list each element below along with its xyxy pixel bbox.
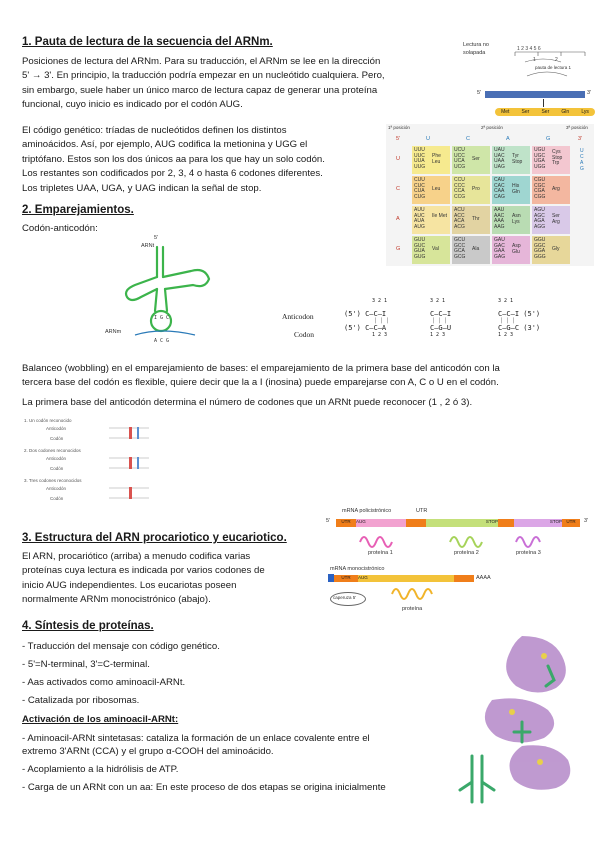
mono-protein-diagram — [388, 582, 448, 606]
utr-label: UTR — [416, 508, 428, 514]
pairing-figure — [282, 298, 592, 356]
section1-paragraph-2 — [22, 124, 382, 196]
gc-cell — [492, 236, 530, 264]
utr-segment: UTR — [336, 519, 356, 527]
gc-cell — [412, 176, 450, 204]
gc-aa: Arg — [552, 186, 560, 192]
protein-2-shape — [450, 537, 482, 547]
polycistronic-3-end: 3' — [584, 518, 589, 524]
amino-acid: Lys — [581, 109, 589, 115]
amino-acid: Gln — [561, 109, 570, 115]
enzyme-shape — [506, 636, 566, 693]
gc-codons: CCU CCC CCA CCG — [454, 177, 466, 200]
amino-acid: Ser — [521, 109, 530, 115]
trna-anticodon: I G C — [154, 315, 170, 321]
gc-codons: UAU UAC UAA UAG — [494, 147, 505, 170]
reading-frame-label-2: solapada — [463, 50, 486, 56]
gc-aa: Asp Glu — [512, 243, 521, 255]
section4-heading: 4. Síntesis de proteínas. — [22, 620, 154, 632]
pairing-top-numbers: 3 2 1 — [498, 298, 514, 304]
mrna-structure-figure — [326, 508, 596, 616]
aug-segment: AUG — [358, 575, 454, 582]
pairing-group: 3 2 1 C—C—I │ │ │ C—G—U 1 2 3 — [430, 298, 452, 338]
wobble-figure — [24, 418, 174, 500]
gc-header-third: 3ª posición — [566, 125, 588, 130]
trna-left-label: ARNt — [141, 243, 155, 249]
text-line: inicio AUG independientes. Los eucariotas poseen — [22, 579, 237, 591]
gc-aa: Ser — [472, 156, 480, 162]
text-line: proteínas cuya lectura es indicada por varios codones de — [22, 565, 265, 577]
anticodon-label: Anticodon — [282, 312, 314, 321]
text-line: Balanceo (wobbling) en el emparejamiento de bases: el emparejamiento de la primera base del anticodón con la — [22, 363, 500, 374]
gc-codons: GAU GAC GAA GAG — [494, 237, 506, 260]
gc-header-second: 2ª posición — [481, 125, 503, 130]
pairing-top-numbers: 3 2 1 — [372, 298, 388, 304]
aminoacyl-synthetase-figure — [452, 626, 592, 816]
section3-paragraph — [22, 550, 312, 608]
text-line: sin embargo, suele haber un único marco de lectura capaz de generar una proteína — [22, 84, 378, 96]
utr-segment: UTR — [334, 575, 358, 582]
list-item: - Aas activados como aminoacil-ARNt. — [22, 677, 186, 688]
gc-codons: AUU AUC AUA AUG — [414, 207, 425, 230]
mono-protein-shape — [392, 589, 432, 599]
monocistronic-mrna — [334, 575, 474, 582]
enzyme-shape — [510, 745, 571, 790]
mrna-3-end: 3' — [587, 90, 592, 96]
protein-label: proteína 1 — [368, 550, 393, 556]
text-line: El código genético: tríadas de nucleótidos definen los distintos — [22, 125, 287, 136]
gc-cell — [412, 236, 450, 264]
reading-frame-label-1: Lectura no — [463, 42, 489, 48]
text-line: El ARN, procariótico (arriba) a menudo codifica varias — [22, 551, 251, 562]
gc-codons: UGU UGC UGA UGG — [534, 147, 546, 170]
gc-aa: Val — [432, 246, 439, 252]
wobble-row-label: Codón — [50, 466, 64, 471]
protein-3-shape — [516, 537, 540, 547]
gc-codons: AAU AAC AAA AAG — [494, 207, 505, 230]
pairing-bottom-numbers: 1 2 3 — [372, 332, 388, 338]
gc-aa: Thr — [472, 216, 480, 222]
wobble-row-label: Anticodón — [46, 426, 67, 431]
section1-heading: 1. Pauta de lectura de la secuencia del ARNm. — [22, 36, 273, 48]
gc-codons: CUU CUC CUA CUG — [414, 177, 426, 200]
gc-codons: CAU CAC CAA CAG — [494, 177, 505, 200]
gc-codons: AGU AGC AGA AGG — [534, 207, 546, 230]
gc-aa: Asn Lys — [512, 213, 521, 225]
reading-frame-shift-label: pauta de lectura 1 — [535, 65, 572, 70]
gc-cell — [412, 206, 450, 234]
gc-third-base: A — [580, 160, 584, 166]
text-line: Los restantes son codificados por 2, 3, 4 o hasta 6 codones diferentes. — [22, 168, 323, 180]
trna-diagram — [105, 235, 235, 360]
stop-segment: STOP — [514, 519, 562, 527]
list-item: - 5'=N-terminal, 3'=C-terminal. — [22, 659, 150, 670]
text-line: 5' → 3'. En principio, la traducción podría empezar en un nucleótido cualquiera. Pero, — [22, 70, 385, 82]
polycistronic-label: mRNA policistrónico — [342, 508, 392, 514]
mrna-label: ARNm — [105, 329, 122, 335]
list-item: - Carga de un ARNt con un aa: En este proceso de dos etapas se origina inicialmente — [22, 782, 386, 793]
trna-shape — [460, 756, 494, 802]
gc-second-base: A — [506, 136, 510, 142]
gc-third-base: U — [580, 148, 584, 154]
aug-segment: AUG — [356, 519, 406, 527]
gc-cell — [532, 176, 570, 204]
utr-segment: UTR — [562, 519, 580, 527]
pairing-top-numbers: 3 2 1 — [430, 298, 446, 304]
gc-cell — [452, 146, 490, 174]
protein-1-shape — [360, 537, 392, 547]
reading-frame-figure — [455, 40, 595, 122]
text-line: funcional, cuyo inicio es indicado por el codón AUG. — [22, 99, 243, 111]
gc-second-base: U — [426, 136, 430, 142]
gc-aa: Tyr Stop — [512, 153, 523, 165]
gc-aa: Gly — [552, 246, 560, 252]
codon-label: Codon — [294, 330, 315, 339]
section4-list-2 — [22, 732, 452, 794]
gc-end-3: 3' — [578, 136, 583, 142]
monocistronic-label: mRNA monocistrónico — [330, 566, 385, 572]
gc-cell — [492, 206, 530, 234]
trna-cloverleaf-figure — [105, 235, 235, 360]
pairing-bottom-numbers: 1 2 3 — [498, 332, 514, 338]
pairing-bottom-numbers: 1 2 3 — [430, 332, 446, 338]
gc-cell — [532, 206, 570, 234]
pairing-anticodon: C—C—I — [430, 310, 452, 318]
wobble-paragraph — [22, 362, 592, 391]
text-line: tercera base del codón es flexible, quiere decir que la a I (inosina) puede emparejarse con A, C o U en el codón. — [22, 377, 499, 389]
genetic-code-table — [386, 124, 594, 266]
gc-codons: UCU UCC UCA UCG — [454, 147, 466, 170]
protein-label: proteína 3 — [516, 550, 541, 556]
gc-aa: Ile Met — [432, 213, 448, 219]
trna-codon: A C G — [154, 338, 170, 344]
pairing-anticodon: (5') C—C—I — [344, 310, 387, 318]
wobble-case-title: 1. Un codón reconocido — [24, 418, 72, 423]
mrna-5-end: 5' — [477, 90, 482, 96]
wobble-case-title: 2. Dos codones reconocidos — [24, 448, 81, 453]
gc-cell — [532, 146, 570, 174]
section4-subheading: Activación de los aminoacil-ARNt: — [22, 714, 179, 725]
svg-text:1 2 3 4 5 6: 1 2 3 4 5 6 — [517, 46, 541, 52]
gc-codons: GGU GGC GGA GGG — [534, 237, 546, 260]
gc-third-bases — [580, 148, 584, 172]
gc-aa: Phe Leu — [432, 153, 441, 165]
wobble-paragraph-2: La primera base del anticodón determina el número de codones que un ARNt puede reconocer (1 , 2 ó 3). — [22, 397, 473, 408]
pairing-codon: (5') C—C—A — [344, 324, 387, 332]
stop-segment: STOP — [426, 519, 498, 527]
gc-first-base: U — [396, 156, 400, 162]
wobble-case-title: 3. Tres codones reconocidos — [24, 478, 82, 483]
amino-acid: Ser — [541, 109, 550, 115]
wobble-pairs-diagram — [99, 422, 169, 502]
gc-cell — [532, 236, 570, 264]
gc-end-5: 5' — [396, 136, 401, 142]
gc-aa: His Gln — [512, 183, 520, 195]
pairing-codon: C—G—U — [430, 324, 452, 332]
gc-codons: GUU GUC GUA GUG — [414, 237, 426, 260]
gc-codons: GCU GCC GCA GCG — [454, 237, 466, 260]
gc-first-base: A — [396, 216, 400, 222]
cap-label: caperuza 5' — [333, 595, 357, 600]
section2-subheading: Codón-anticodón: — [22, 223, 98, 234]
peptide-chain — [495, 108, 595, 116]
gc-cell — [492, 146, 530, 174]
gc-cell — [452, 206, 490, 234]
gc-cell — [492, 176, 530, 204]
gc-aa: Pro — [472, 186, 480, 192]
gc-aa: Ala — [472, 246, 480, 252]
svg-text:1: 1 — [533, 57, 536, 63]
gc-first-base: C — [396, 186, 400, 192]
gc-cell — [452, 176, 490, 204]
list-item: - Aminoacil-ARNt sintetasas: cataliza la formación de un enlace covalente entre el — [22, 733, 370, 744]
pairing-group: 3 2 1 C—C—I (5') │ │ │ C—G—C (3') 1 2 3 — [498, 298, 541, 338]
gc-codons: ACU ACC ACA ACG — [454, 207, 465, 230]
section1-paragraph-1 — [22, 55, 452, 113]
section4-list — [22, 640, 442, 707]
section3-heading: 3. Estructura del ARN procariotico y eucariotico. — [22, 532, 287, 544]
wobble-row-label: Codón — [50, 436, 64, 441]
gc-third-base: G — [580, 166, 584, 172]
gc-codons: CGU CGC CGA CGG — [534, 177, 546, 200]
wobble-row-label: Codón — [50, 496, 64, 501]
pairing-anticodon: C—C—I (5') — [498, 310, 541, 318]
list-item: - Acoplamiento a la hidrólisis de ATP. — [22, 764, 179, 775]
list-item: - Traducción del mensaje con código genético. — [22, 641, 220, 652]
text-line: Posiciones de lectura del ARNm. Para su traducción, el ARNm se lee en la dirección — [22, 56, 381, 67]
gc-cell — [452, 236, 490, 264]
gc-second-base: C — [466, 136, 470, 142]
gc-first-base: G — [396, 246, 401, 252]
gc-aa: Leu — [432, 186, 441, 192]
text-line: normalmente ARNm monocistrónico (abajo). — [22, 594, 211, 606]
gc-second-base: G — [546, 136, 551, 142]
wobble-row-label: Anticodón — [46, 486, 67, 491]
poly-a-tail: AAAA — [476, 575, 491, 581]
gc-aa: Ser Arg — [552, 213, 560, 225]
gc-aa: Cys Stop Trp — [552, 149, 563, 167]
text-line: triptófano. Estos son los dos únicos aa para los que hay un solo codón. — [22, 153, 325, 165]
pairing-codon: C—G—C (3') — [498, 324, 541, 332]
gc-codons: UUU UUC UUA UUG — [414, 147, 426, 170]
section2-heading: 2. Emparejamientos. — [22, 204, 134, 216]
svg-text:2: 2 — [555, 57, 558, 63]
protein-label: proteína 2 — [454, 550, 479, 556]
gc-third-base: C — [580, 154, 584, 160]
amino-acid: Met — [501, 109, 510, 115]
wobble-row-label: Anticodón — [46, 456, 67, 461]
gc-cell — [412, 146, 450, 174]
arrow-down-icon — [543, 99, 544, 107]
list-item: extremo 3'ARNt (CCA) y el grupo α-COOH del aminoácido. — [22, 746, 274, 757]
list-item: - Catalizada por ribosomas. — [22, 695, 140, 706]
trna-top-label: 5' — [154, 235, 159, 241]
protein-mono-label: proteína — [402, 606, 423, 612]
gc-header-first: 1ª posición — [388, 125, 410, 130]
text-line: Los tripletes UAA, UGA, y UAG indican la señal de stop. — [22, 182, 262, 194]
polycistronic-mrna — [336, 519, 580, 527]
mrna-strand — [485, 91, 585, 98]
enzyme-shape — [485, 698, 554, 742]
text-line: aminoácidos. Así, por ejemplo, AUG codifica la metionina y UGG el — [22, 139, 308, 151]
polycistronic-5-end: 5' — [326, 518, 331, 524]
pairing-group: 3 2 1 (5') C—C—I │ │ │ (5') C—C—A 1 2 3 — [344, 298, 390, 338]
